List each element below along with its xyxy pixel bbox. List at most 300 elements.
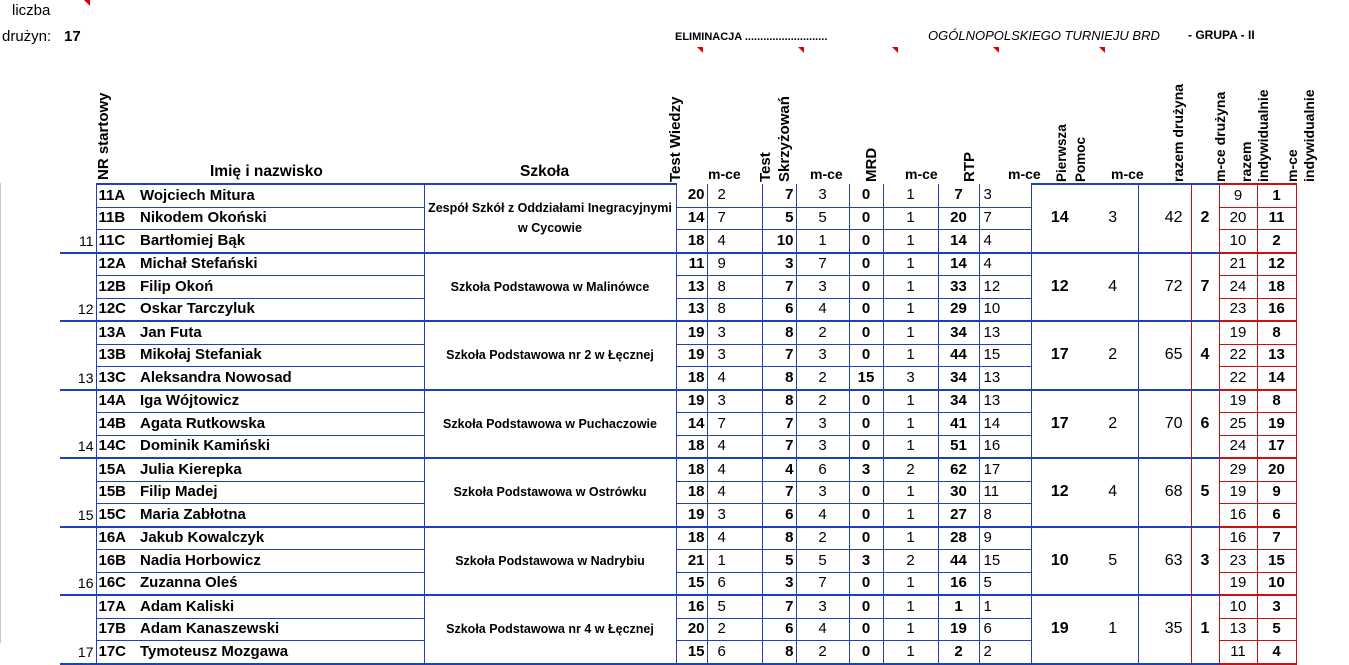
- cell-mrd-mce[interactable]: 1: [883, 207, 938, 230]
- cell-code[interactable]: 15C: [96, 504, 136, 527]
- cell-rtp[interactable]: 34: [938, 367, 979, 390]
- cell-rtp[interactable]: 27: [938, 504, 979, 527]
- cell-mce-ind[interactable]: 7: [1257, 527, 1296, 550]
- cell-mce-ind[interactable]: 19: [1257, 413, 1296, 436]
- cell-nr-startowy[interactable]: [60, 184, 96, 207]
- cell-mrd-mce[interactable]: 1: [883, 481, 938, 504]
- cell-mce-ind[interactable]: 1: [1257, 184, 1296, 207]
- cell-rtp[interactable]: 33: [938, 276, 979, 299]
- cell-rtp-mce[interactable]: 11: [979, 481, 1031, 504]
- cell-code[interactable]: 14C: [96, 435, 136, 458]
- cell-nr-startowy[interactable]: 16: [60, 572, 96, 595]
- cell-tw-mce[interactable]: 4: [707, 458, 762, 481]
- cell-mrd-mce[interactable]: 2: [883, 550, 938, 573]
- cell-razem-ind[interactable]: 23: [1219, 550, 1257, 573]
- cell-test-wiedzy[interactable]: 16: [676, 595, 707, 618]
- cell-rtp-mce[interactable]: 15: [979, 550, 1031, 573]
- cell-rtp[interactable]: 14: [938, 230, 979, 253]
- cell-pp-mce[interactable]: 4: [1088, 458, 1138, 527]
- cell-razem-ind[interactable]: 21: [1219, 253, 1257, 276]
- cell-test-wiedzy[interactable]: 15: [676, 572, 707, 595]
- cell-test-skrz[interactable]: 6: [762, 504, 796, 527]
- cell-tw-mce[interactable]: 4: [707, 527, 762, 550]
- cell-mrd[interactable]: 3: [849, 458, 883, 481]
- cell-school[interactable]: Szkoła Podstawowa nr 4 w Łęcznej: [424, 595, 676, 664]
- comment-marker[interactable]: [84, 0, 90, 6]
- cell-test-wiedzy[interactable]: 19: [676, 344, 707, 367]
- cell-rtp[interactable]: 62: [938, 458, 979, 481]
- cell-code[interactable]: 16B: [96, 550, 136, 573]
- cell-pierwsza-pomoc[interactable]: 12: [1031, 458, 1088, 527]
- cell-nr-startowy[interactable]: [60, 481, 96, 504]
- comment-marker[interactable]: [892, 47, 898, 53]
- cell-nr-startowy[interactable]: 17: [60, 641, 96, 664]
- cell-mrd[interactable]: 3: [849, 550, 883, 573]
- cell-mce-ind[interactable]: 14: [1257, 367, 1296, 390]
- cell-pierwsza-pomoc[interactable]: 10: [1031, 527, 1088, 596]
- cell-mce-druzyna[interactable]: 5: [1191, 458, 1219, 527]
- cell-code[interactable]: 11A: [96, 184, 136, 207]
- cell-rtp-mce[interactable]: 12: [979, 276, 1031, 299]
- cell-test-skrz[interactable]: 7: [762, 276, 796, 299]
- cell-mrd[interactable]: 0: [849, 276, 883, 299]
- cell-rtp-mce[interactable]: 4: [979, 230, 1031, 253]
- cell-name[interactable]: Filip Madej: [136, 481, 424, 504]
- cell-test-skrz[interactable]: 7: [762, 435, 796, 458]
- cell-nr-startowy[interactable]: [60, 618, 96, 641]
- cell-mce-druzyna[interactable]: 6: [1191, 390, 1219, 459]
- cell-pp-mce[interactable]: 4: [1088, 253, 1138, 322]
- cell-rtp-mce[interactable]: 5: [979, 572, 1031, 595]
- cell-code[interactable]: 16C: [96, 572, 136, 595]
- cell-rtp-mce[interactable]: 6: [979, 618, 1031, 641]
- cell-mce-ind[interactable]: 15: [1257, 550, 1296, 573]
- cell-ts-mce[interactable]: 3: [796, 595, 849, 618]
- cell-name[interactable]: Maria Zabłotna: [136, 504, 424, 527]
- cell-mrd[interactable]: 0: [849, 207, 883, 230]
- cell-pp-mce[interactable]: 5: [1088, 527, 1138, 596]
- cell-test-wiedzy[interactable]: 13: [676, 298, 707, 321]
- cell-code[interactable]: 13B: [96, 344, 136, 367]
- cell-test-skrz[interactable]: 5: [762, 550, 796, 573]
- cell-mce-ind[interactable]: 12: [1257, 253, 1296, 276]
- cell-mce-ind[interactable]: 20: [1257, 458, 1296, 481]
- cell-nr-startowy[interactable]: [60, 527, 96, 550]
- cell-razem-ind[interactable]: 11: [1219, 641, 1257, 664]
- cell-test-wiedzy[interactable]: 18: [676, 435, 707, 458]
- cell-name[interactable]: Nikodem Okoński: [136, 207, 424, 230]
- cell-test-wiedzy[interactable]: 18: [676, 481, 707, 504]
- cell-rtp-mce[interactable]: 1: [979, 595, 1031, 618]
- cell-mce-ind[interactable]: 6: [1257, 504, 1296, 527]
- cell-mce-ind[interactable]: 8: [1257, 390, 1296, 413]
- cell-test-wiedzy[interactable]: 15: [676, 641, 707, 664]
- cell-tw-mce[interactable]: 5: [707, 595, 762, 618]
- cell-rtp-mce[interactable]: 15: [979, 344, 1031, 367]
- cell-rtp-mce[interactable]: 16: [979, 435, 1031, 458]
- cell-mrd-mce[interactable]: 1: [883, 504, 938, 527]
- cell-test-wiedzy[interactable]: 21: [676, 550, 707, 573]
- cell-razem-druzyna[interactable]: 35: [1138, 595, 1191, 664]
- cell-tw-mce[interactable]: 4: [707, 435, 762, 458]
- cell-mrd[interactable]: 0: [849, 230, 883, 253]
- cell-rtp[interactable]: 29: [938, 298, 979, 321]
- cell-school[interactable]: Szkoła Podstawowa w Malinówce: [424, 253, 676, 322]
- cell-name[interactable]: Zuzanna Oleś: [136, 572, 424, 595]
- cell-test-skrz[interactable]: 8: [762, 390, 796, 413]
- cell-rtp-mce[interactable]: 7: [979, 207, 1031, 230]
- cell-pp-mce[interactable]: 2: [1088, 390, 1138, 459]
- cell-mrd-mce[interactable]: 1: [883, 298, 938, 321]
- cell-ts-mce[interactable]: 3: [796, 344, 849, 367]
- cell-pierwsza-pomoc[interactable]: 19: [1031, 595, 1088, 664]
- cell-razem-druzyna[interactable]: 68: [1138, 458, 1191, 527]
- cell-rtp-mce[interactable]: 13: [979, 390, 1031, 413]
- cell-tw-mce[interactable]: 3: [707, 344, 762, 367]
- cell-mrd[interactable]: 0: [849, 618, 883, 641]
- cell-rtp[interactable]: 44: [938, 550, 979, 573]
- cell-tw-mce[interactable]: 1: [707, 550, 762, 573]
- cell-name[interactable]: Agata Rutkowska: [136, 413, 424, 436]
- cell-name[interactable]: Oskar Tarczyluk: [136, 298, 424, 321]
- cell-mce-ind[interactable]: 8: [1257, 321, 1296, 344]
- cell-test-wiedzy[interactable]: 11: [676, 253, 707, 276]
- cell-test-wiedzy[interactable]: 18: [676, 230, 707, 253]
- cell-mce-ind[interactable]: 10: [1257, 572, 1296, 595]
- cell-razem-druzyna[interactable]: 72: [1138, 253, 1191, 322]
- cell-mrd[interactable]: 15: [849, 367, 883, 390]
- cell-code[interactable]: 12B: [96, 276, 136, 299]
- cell-ts-mce[interactable]: 3: [796, 481, 849, 504]
- cell-rtp[interactable]: 7: [938, 184, 979, 207]
- cell-tw-mce[interactable]: 7: [707, 413, 762, 436]
- cell-rtp-mce[interactable]: 13: [979, 321, 1031, 344]
- cell-test-skrz[interactable]: 4: [762, 458, 796, 481]
- cell-tw-mce[interactable]: 4: [707, 230, 762, 253]
- cell-ts-mce[interactable]: 2: [796, 367, 849, 390]
- cell-test-wiedzy[interactable]: 18: [676, 527, 707, 550]
- cell-code[interactable]: 14B: [96, 413, 136, 436]
- comment-marker[interactable]: [993, 47, 999, 53]
- cell-test-wiedzy[interactable]: 19: [676, 321, 707, 344]
- cell-nr-startowy[interactable]: [60, 458, 96, 481]
- cell-rtp-mce[interactable]: 14: [979, 413, 1031, 436]
- cell-nr-startowy[interactable]: [60, 276, 96, 299]
- cell-nr-startowy[interactable]: [60, 413, 96, 436]
- cell-name[interactable]: Mikołaj Stefaniak: [136, 344, 424, 367]
- cell-tw-mce[interactable]: 8: [707, 298, 762, 321]
- cell-mrd-mce[interactable]: 1: [883, 344, 938, 367]
- cell-code[interactable]: 17B: [96, 618, 136, 641]
- cell-mrd-mce[interactable]: 1: [883, 413, 938, 436]
- cell-ts-mce[interactable]: 5: [796, 550, 849, 573]
- cell-ts-mce[interactable]: 7: [796, 253, 849, 276]
- cell-razem-ind[interactable]: 9: [1219, 184, 1257, 207]
- cell-rtp[interactable]: 44: [938, 344, 979, 367]
- cell-razem-druzyna[interactable]: 42: [1138, 184, 1191, 253]
- cell-razem-ind[interactable]: 19: [1219, 481, 1257, 504]
- cell-razem-ind[interactable]: 10: [1219, 230, 1257, 253]
- cell-mce-druzyna[interactable]: 4: [1191, 321, 1219, 390]
- cell-mrd-mce[interactable]: 1: [883, 527, 938, 550]
- cell-test-wiedzy[interactable]: 18: [676, 367, 707, 390]
- cell-name[interactable]: Michał Stefański: [136, 253, 424, 276]
- cell-test-skrz[interactable]: 6: [762, 298, 796, 321]
- cell-rtp[interactable]: 19: [938, 618, 979, 641]
- cell-razem-ind[interactable]: 16: [1219, 504, 1257, 527]
- cell-school[interactable]: Szkoła Podstawowa w Puchaczowie: [424, 390, 676, 459]
- cell-pierwsza-pomoc[interactable]: 14: [1031, 184, 1088, 253]
- cell-razem-ind[interactable]: 19: [1219, 572, 1257, 595]
- cell-tw-mce[interactable]: 4: [707, 481, 762, 504]
- cell-ts-mce[interactable]: 5: [796, 207, 849, 230]
- cell-test-skrz[interactable]: 8: [762, 527, 796, 550]
- comment-marker[interactable]: [798, 47, 804, 53]
- cell-school[interactable]: Szkoła Podstawowa nr 2 w Łęcznej: [424, 321, 676, 390]
- cell-tw-mce[interactable]: 3: [707, 504, 762, 527]
- cell-pp-mce[interactable]: 1: [1088, 595, 1138, 664]
- cell-name[interactable]: Julia Kierepka: [136, 458, 424, 481]
- cell-test-wiedzy[interactable]: 19: [676, 504, 707, 527]
- cell-ts-mce[interactable]: 3: [796, 413, 849, 436]
- comment-marker[interactable]: [697, 47, 703, 53]
- cell-tw-mce[interactable]: 3: [707, 321, 762, 344]
- cell-test-skrz[interactable]: 5: [762, 207, 796, 230]
- cell-ts-mce[interactable]: 7: [796, 572, 849, 595]
- cell-code[interactable]: 14A: [96, 390, 136, 413]
- cell-ts-mce[interactable]: 4: [796, 298, 849, 321]
- cell-pierwsza-pomoc[interactable]: 17: [1031, 321, 1088, 390]
- cell-ts-mce[interactable]: 2: [796, 641, 849, 664]
- cell-test-skrz[interactable]: 6: [762, 618, 796, 641]
- cell-mrd[interactable]: 0: [849, 413, 883, 436]
- cell-mce-ind[interactable]: 3: [1257, 595, 1296, 618]
- cell-mrd-mce[interactable]: 1: [883, 641, 938, 664]
- cell-nr-startowy[interactable]: [60, 321, 96, 344]
- cell-test-skrz[interactable]: 8: [762, 641, 796, 664]
- cell-test-skrz[interactable]: 8: [762, 321, 796, 344]
- cell-mrd-mce[interactable]: 1: [883, 230, 938, 253]
- cell-code[interactable]: 13C: [96, 367, 136, 390]
- cell-code[interactable]: 16A: [96, 527, 136, 550]
- cell-mrd-mce[interactable]: 3: [883, 367, 938, 390]
- cell-mrd-mce[interactable]: 1: [883, 390, 938, 413]
- comment-marker[interactable]: [1099, 47, 1105, 53]
- cell-code[interactable]: 11C: [96, 230, 136, 253]
- cell-ts-mce[interactable]: 1: [796, 230, 849, 253]
- cell-mrd[interactable]: 0: [849, 390, 883, 413]
- cell-razem-ind[interactable]: 10: [1219, 595, 1257, 618]
- cell-test-wiedzy[interactable]: 14: [676, 207, 707, 230]
- cell-rtp[interactable]: 30: [938, 481, 979, 504]
- cell-mrd[interactable]: 0: [849, 572, 883, 595]
- cell-ts-mce[interactable]: 3: [796, 184, 849, 207]
- cell-mce-druzyna[interactable]: 3: [1191, 527, 1219, 596]
- cell-rtp-mce[interactable]: 10: [979, 298, 1031, 321]
- cell-mrd[interactable]: 0: [849, 504, 883, 527]
- cell-tw-mce[interactable]: 2: [707, 184, 762, 207]
- cell-rtp-mce[interactable]: 17: [979, 458, 1031, 481]
- cell-mce-ind[interactable]: 9: [1257, 481, 1296, 504]
- cell-mrd[interactable]: 0: [849, 435, 883, 458]
- cell-mce-druzyna[interactable]: 7: [1191, 253, 1219, 322]
- cell-test-skrz[interactable]: 7: [762, 344, 796, 367]
- cell-name[interactable]: Filip Okoń: [136, 276, 424, 299]
- cell-nr-startowy[interactable]: 11: [60, 230, 96, 253]
- cell-nr-startowy[interactable]: 13: [60, 367, 96, 390]
- cell-tw-mce[interactable]: 6: [707, 572, 762, 595]
- cell-mrd[interactable]: 0: [849, 298, 883, 321]
- cell-name[interactable]: Dominik Kamiński: [136, 435, 424, 458]
- cell-test-skrz[interactable]: 7: [762, 595, 796, 618]
- cell-tw-mce[interactable]: 3: [707, 390, 762, 413]
- cell-mce-ind[interactable]: 11: [1257, 207, 1296, 230]
- cell-mce-ind[interactable]: 5: [1257, 618, 1296, 641]
- cell-mrd[interactable]: 0: [849, 253, 883, 276]
- cell-code[interactable]: 12C: [96, 298, 136, 321]
- cell-mrd[interactable]: 0: [849, 344, 883, 367]
- cell-name[interactable]: Nadia Horbowicz: [136, 550, 424, 573]
- cell-mrd-mce[interactable]: 1: [883, 321, 938, 344]
- cell-school[interactable]: Zespół Szkół z Oddziałami Inegracyjnymi w Cycowie: [424, 184, 676, 253]
- cell-ts-mce[interactable]: 2: [796, 390, 849, 413]
- cell-rtp[interactable]: 1: [938, 595, 979, 618]
- cell-tw-mce[interactable]: 7: [707, 207, 762, 230]
- cell-razem-ind[interactable]: 29: [1219, 458, 1257, 481]
- cell-code[interactable]: 13A: [96, 321, 136, 344]
- cell-nr-startowy[interactable]: [60, 207, 96, 230]
- cell-razem-druzyna[interactable]: 70: [1138, 390, 1191, 459]
- cell-rtp[interactable]: 51: [938, 435, 979, 458]
- cell-nr-startowy[interactable]: [60, 344, 96, 367]
- cell-test-wiedzy[interactable]: 18: [676, 458, 707, 481]
- cell-mce-ind[interactable]: 13: [1257, 344, 1296, 367]
- cell-mce-ind[interactable]: 4: [1257, 641, 1296, 664]
- cell-razem-ind[interactable]: 24: [1219, 276, 1257, 299]
- cell-razem-ind[interactable]: 13: [1219, 618, 1257, 641]
- cell-mce-druzyna[interactable]: 1: [1191, 595, 1219, 664]
- cell-pierwsza-pomoc[interactable]: 17: [1031, 390, 1088, 459]
- cell-razem-druzyna[interactable]: 65: [1138, 321, 1191, 390]
- cell-code[interactable]: 17C: [96, 641, 136, 664]
- cell-rtp-mce[interactable]: 4: [979, 253, 1031, 276]
- cell-razem-ind[interactable]: 20: [1219, 207, 1257, 230]
- cell-mrd-mce[interactable]: 1: [883, 435, 938, 458]
- cell-ts-mce[interactable]: 4: [796, 618, 849, 641]
- cell-nr-startowy[interactable]: [60, 253, 96, 276]
- cell-razem-ind[interactable]: 23: [1219, 298, 1257, 321]
- cell-test-skrz[interactable]: 3: [762, 572, 796, 595]
- cell-rtp-mce[interactable]: 9: [979, 527, 1031, 550]
- cell-code[interactable]: 11B: [96, 207, 136, 230]
- cell-nr-startowy[interactable]: 15: [60, 504, 96, 527]
- cell-mrd-mce[interactable]: 1: [883, 618, 938, 641]
- cell-rtp-mce[interactable]: 8: [979, 504, 1031, 527]
- cell-name[interactable]: Adam Kaliski: [136, 595, 424, 618]
- cell-mrd-mce[interactable]: 1: [883, 253, 938, 276]
- cell-name[interactable]: Wojciech Mitura: [136, 184, 424, 207]
- cell-mrd[interactable]: 0: [849, 527, 883, 550]
- cell-school[interactable]: Szkoła Podstawowa w Nadrybiu: [424, 527, 676, 596]
- cell-rtp[interactable]: 20: [938, 207, 979, 230]
- cell-name[interactable]: Iga Wójtowicz: [136, 390, 424, 413]
- cell-code[interactable]: 15B: [96, 481, 136, 504]
- cell-code[interactable]: 15A: [96, 458, 136, 481]
- cell-tw-mce[interactable]: 2: [707, 618, 762, 641]
- cell-name[interactable]: Bartłomiej Bąk: [136, 230, 424, 253]
- cell-rtp[interactable]: 2: [938, 641, 979, 664]
- cell-rtp[interactable]: 14: [938, 253, 979, 276]
- cell-ts-mce[interactable]: 2: [796, 321, 849, 344]
- cell-mrd-mce[interactable]: 1: [883, 184, 938, 207]
- cell-ts-mce[interactable]: 2: [796, 527, 849, 550]
- cell-mce-ind[interactable]: 2: [1257, 230, 1296, 253]
- cell-test-skrz[interactable]: 7: [762, 481, 796, 504]
- cell-nr-startowy[interactable]: [60, 390, 96, 413]
- cell-razem-druzyna[interactable]: 63: [1138, 527, 1191, 596]
- cell-mce-druzyna[interactable]: 2: [1191, 184, 1219, 253]
- cell-nr-startowy[interactable]: [60, 595, 96, 618]
- cell-name[interactable]: Adam Kanaszewski: [136, 618, 424, 641]
- cell-rtp[interactable]: 28: [938, 527, 979, 550]
- cell-mrd-mce[interactable]: 1: [883, 276, 938, 299]
- cell-razem-ind[interactable]: 22: [1219, 367, 1257, 390]
- cell-test-wiedzy[interactable]: 20: [676, 184, 707, 207]
- cell-pp-mce[interactable]: 2: [1088, 321, 1138, 390]
- cell-nr-startowy[interactable]: 12: [60, 298, 96, 321]
- cell-ts-mce[interactable]: 4: [796, 504, 849, 527]
- cell-ts-mce[interactable]: 3: [796, 276, 849, 299]
- cell-mrd[interactable]: 0: [849, 481, 883, 504]
- cell-razem-ind[interactable]: 16: [1219, 527, 1257, 550]
- cell-name[interactable]: Jan Futa: [136, 321, 424, 344]
- cell-rtp-mce[interactable]: 3: [979, 184, 1031, 207]
- cell-code[interactable]: 17A: [96, 595, 136, 618]
- cell-rtp[interactable]: 34: [938, 390, 979, 413]
- cell-test-wiedzy[interactable]: 20: [676, 618, 707, 641]
- cell-pp-mce[interactable]: 3: [1088, 184, 1138, 253]
- cell-mce-ind[interactable]: 17: [1257, 435, 1296, 458]
- cell-pierwsza-pomoc[interactable]: 12: [1031, 253, 1088, 322]
- cell-razem-ind[interactable]: 22: [1219, 344, 1257, 367]
- cell-nr-startowy[interactable]: [60, 550, 96, 573]
- cell-test-skrz[interactable]: 7: [762, 184, 796, 207]
- cell-nr-startowy[interactable]: 14: [60, 435, 96, 458]
- cell-mrd[interactable]: 0: [849, 321, 883, 344]
- cell-tw-mce[interactable]: 6: [707, 641, 762, 664]
- cell-test-skrz[interactable]: 8: [762, 367, 796, 390]
- cell-test-wiedzy[interactable]: 13: [676, 276, 707, 299]
- cell-rtp[interactable]: 16: [938, 572, 979, 595]
- cell-razem-ind[interactable]: 19: [1219, 390, 1257, 413]
- cell-mrd[interactable]: 0: [849, 641, 883, 664]
- cell-test-skrz[interactable]: 7: [762, 413, 796, 436]
- cell-razem-ind[interactable]: 24: [1219, 435, 1257, 458]
- cell-school[interactable]: Szkoła Podstawowa w Ostrówku: [424, 458, 676, 527]
- cell-tw-mce[interactable]: 4: [707, 367, 762, 390]
- cell-mce-ind[interactable]: 16: [1257, 298, 1296, 321]
- cell-tw-mce[interactable]: 8: [707, 276, 762, 299]
- cell-test-skrz[interactable]: 3: [762, 253, 796, 276]
- cell-name[interactable]: Aleksandra Nowosad: [136, 367, 424, 390]
- cell-rtp-mce[interactable]: 13: [979, 367, 1031, 390]
- cell-rtp[interactable]: 34: [938, 321, 979, 344]
- cell-razem-ind[interactable]: 25: [1219, 413, 1257, 436]
- cell-ts-mce[interactable]: 6: [796, 458, 849, 481]
- cell-test-skrz[interactable]: 10: [762, 230, 796, 253]
- cell-mrd[interactable]: 0: [849, 595, 883, 618]
- cell-ts-mce[interactable]: 3: [796, 435, 849, 458]
